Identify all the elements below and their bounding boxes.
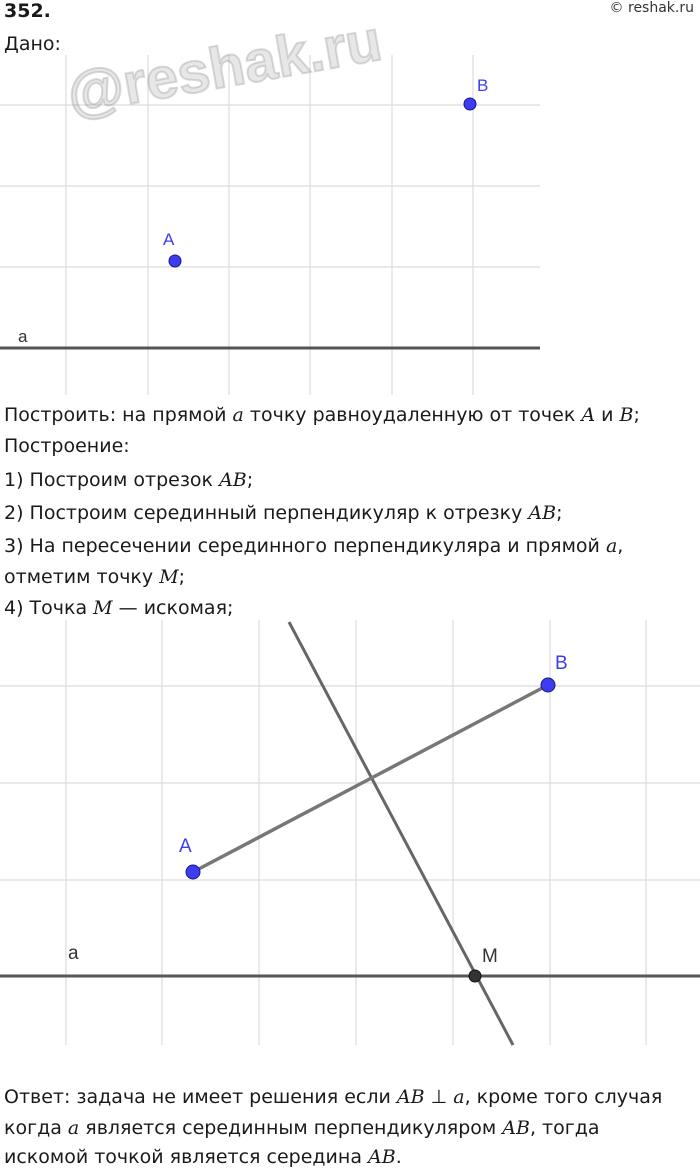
construct-statement: Построить: на прямой a точку равноудаленную от точек A и B; xyxy=(4,404,640,426)
point-b-label: B xyxy=(555,653,568,674)
step-1: 1) Построим отрезок AB; xyxy=(4,469,254,491)
copyright-text: © reshak.ru xyxy=(609,0,694,16)
step-3-line-2: отметим точку M; xyxy=(4,566,186,588)
answer-line-1: Ответ: задача не имеет решения если AB ⊥ a, кроме того случая xyxy=(4,1086,663,1108)
answer-line-2: когда a является серединным перпендикуляром AB, тогда xyxy=(4,1117,600,1139)
line-a-label: a xyxy=(68,943,79,964)
construction-figure xyxy=(0,620,700,1050)
line-a-label: a xyxy=(18,327,28,346)
point-a-label: A xyxy=(163,230,175,249)
grid xyxy=(0,620,700,1045)
point-m-label: M xyxy=(482,946,498,967)
point-a xyxy=(169,255,181,267)
point-b-label: B xyxy=(477,76,489,95)
answer-line-3: искомой точкой является середина AB. xyxy=(4,1146,402,1168)
point-b xyxy=(464,98,476,110)
watermark: @reshak.ru xyxy=(62,7,387,127)
point-a xyxy=(186,865,200,879)
point-m xyxy=(469,970,481,982)
step-2: 2) Построим серединный перпендикуляр к отрезку AB; xyxy=(4,502,563,524)
point-b xyxy=(541,678,555,692)
step-3-line-1: 3) На пересечении серединного перпендикуляра и прямой a, xyxy=(4,535,624,557)
segment-ab xyxy=(193,685,548,872)
step-4: 4) Точка M — искомая; xyxy=(4,597,234,619)
given-label: Дано: xyxy=(4,33,61,55)
point-a-label: A xyxy=(179,836,192,857)
problem-number: 352. xyxy=(4,0,51,22)
construction-heading: Построение: xyxy=(4,435,130,457)
